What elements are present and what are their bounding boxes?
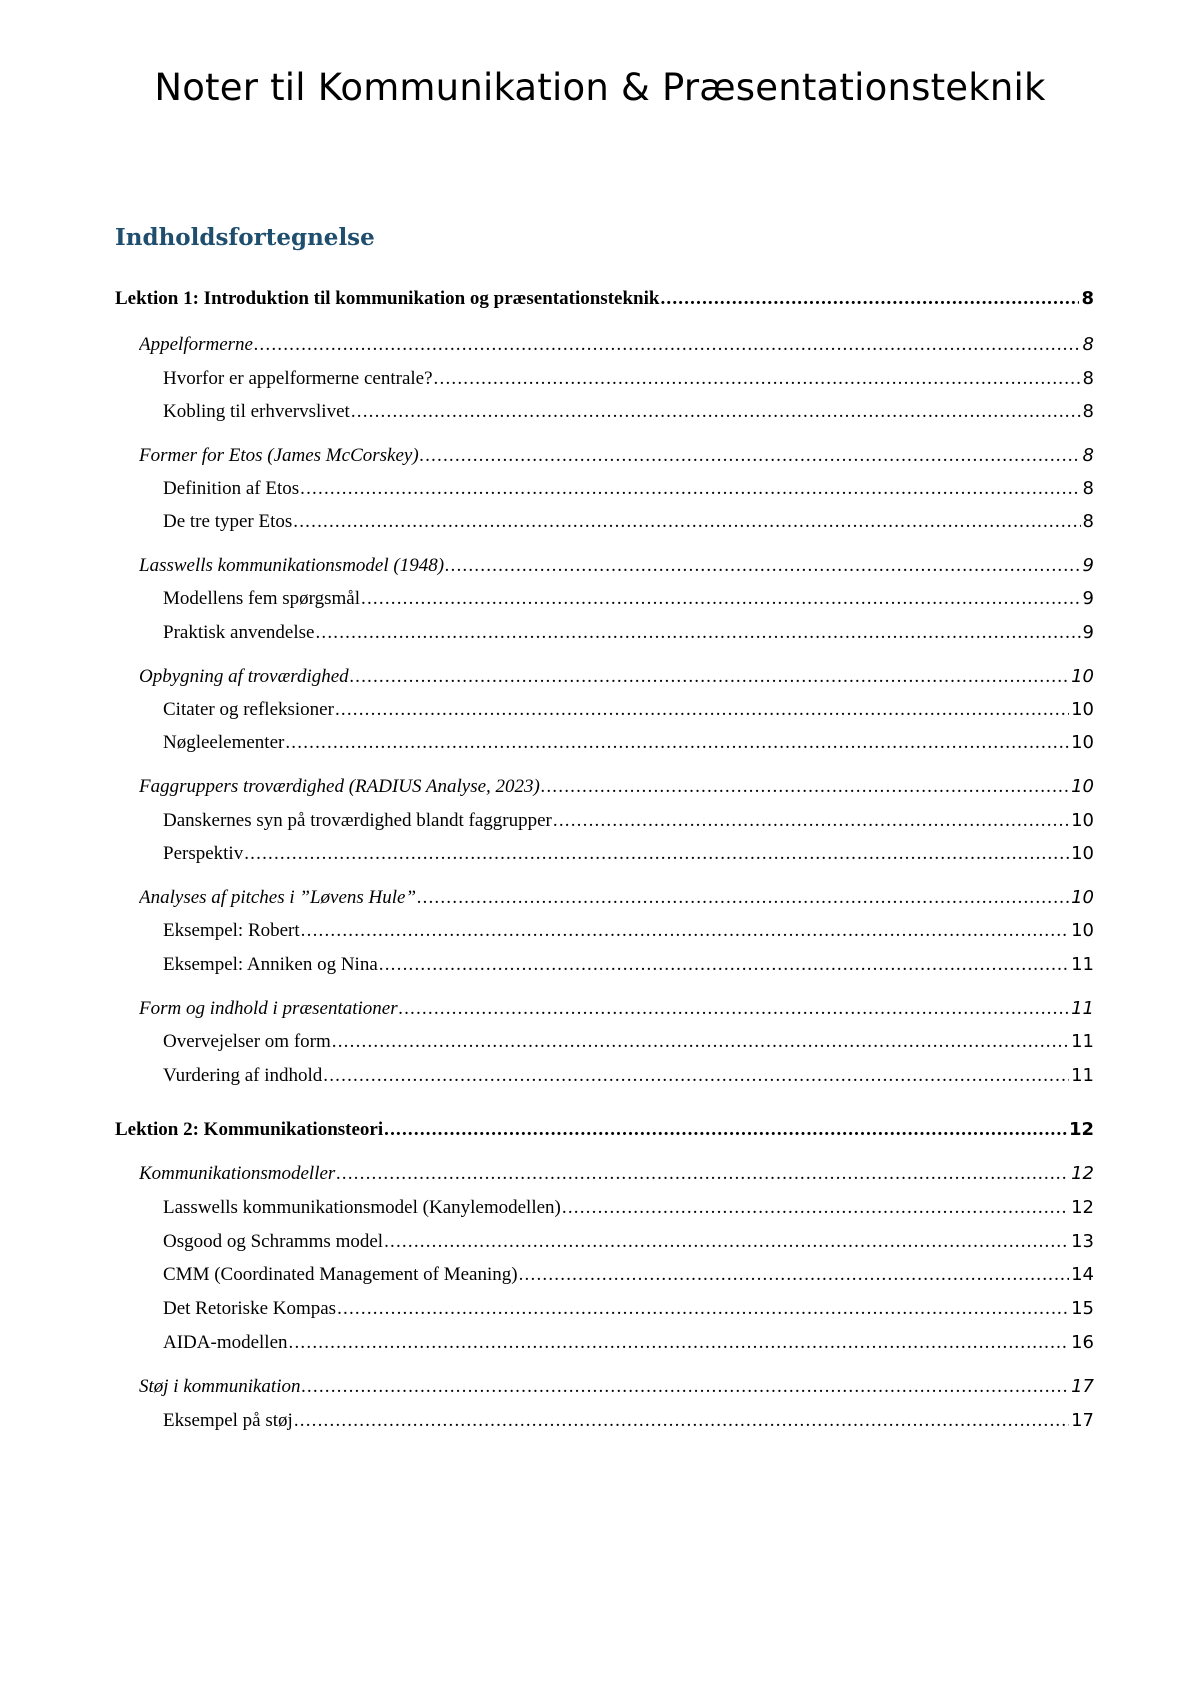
- toc-dot-leader: [289, 1332, 1070, 1354]
- toc-page-number: 15: [1071, 1298, 1094, 1319]
- toc-page-number: 12: [1071, 1163, 1094, 1184]
- toc-page-number: 11: [1071, 998, 1094, 1019]
- toc-page-number: 8: [1082, 445, 1094, 466]
- toc-page-number: 9: [1082, 555, 1094, 576]
- toc-page-number: 17: [1071, 1410, 1094, 1431]
- toc-entry-section[interactable]: [139, 1163, 1094, 1185]
- toc-entry-title: Lasswells kommunikationsmodel (Kanylemodellen): [163, 1197, 561, 1218]
- toc-entry-subsection[interactable]: [163, 1197, 1094, 1219]
- toc-dot-leader: [350, 666, 1069, 688]
- toc-dot-leader: [323, 1065, 1069, 1087]
- toc-dot-leader: [244, 843, 1069, 865]
- toc-dot-leader: [417, 887, 1069, 909]
- toc-entry-section[interactable]: [139, 776, 1094, 798]
- toc-entry-title: Praktisk anvendelse: [163, 622, 315, 643]
- toc-entry-subsection[interactable]: [163, 1410, 1094, 1432]
- toc-entry-title: Støj i kommunikation: [139, 1376, 301, 1397]
- toc-entry-title: De tre typer Etos: [163, 511, 293, 532]
- toc-page-number: 13: [1071, 1231, 1094, 1252]
- toc-entry-subsection[interactable]: [163, 1298, 1094, 1320]
- toc-entry-subsection[interactable]: [163, 478, 1094, 500]
- toc-entry-title: Osgood og Schramms model: [163, 1231, 384, 1252]
- toc-dot-leader: [254, 334, 1081, 356]
- toc-entry-section[interactable]: [139, 334, 1094, 356]
- toc-page-number: 8: [1082, 511, 1094, 532]
- toc-entry-title: Opbygning af troværdighed: [139, 666, 349, 687]
- toc-entry-subsection[interactable]: [163, 1031, 1094, 1053]
- toc-entry-title: Nøgleelementer: [163, 732, 285, 753]
- toc-dot-leader: [420, 445, 1081, 467]
- toc-dot-leader: [301, 1376, 1069, 1398]
- toc-page-number: 8: [1082, 368, 1094, 389]
- toc-dot-leader: [294, 1410, 1069, 1432]
- toc-entry-subsection[interactable]: [163, 732, 1094, 754]
- toc-dot-leader: [285, 732, 1069, 754]
- toc-page-number: 8: [1082, 401, 1094, 422]
- toc-page-number: 8: [1082, 334, 1094, 355]
- toc-page-number: 17: [1071, 1376, 1094, 1397]
- toc-dot-leader: [300, 478, 1080, 500]
- toc-entry-title: Kobling til erhvervslivet: [163, 401, 350, 422]
- toc-dot-leader: [434, 368, 1081, 390]
- toc-entry-subsection[interactable]: [163, 588, 1094, 610]
- toc-dot-leader: [541, 776, 1069, 798]
- toc-dot-leader: [553, 810, 1069, 832]
- toc-page-number: 10: [1071, 776, 1094, 797]
- toc-page-number: 8: [1082, 478, 1094, 499]
- toc-page-number: 10: [1071, 699, 1094, 720]
- toc-entry-subsection[interactable]: [163, 920, 1094, 942]
- toc-entry-subsection[interactable]: [163, 810, 1094, 832]
- toc-entry-section[interactable]: [139, 445, 1094, 467]
- toc-entry-title: AIDA-modellen: [163, 1332, 288, 1353]
- toc-entry-subsection[interactable]: [163, 622, 1094, 644]
- toc-entry-subsection[interactable]: [163, 1264, 1094, 1286]
- toc-dot-leader: [384, 1231, 1069, 1253]
- toc-page-number: 10: [1071, 666, 1094, 687]
- toc-entry-title: Analyses af pitches i ”Løvens Hule”: [139, 887, 417, 908]
- toc-entry-section[interactable]: [139, 666, 1094, 688]
- toc-entry-title: Kommunikationsmodeller: [139, 1163, 336, 1184]
- toc-dot-leader: [293, 511, 1080, 533]
- toc-page-number: 11: [1071, 954, 1094, 975]
- toc-dot-leader: [379, 954, 1069, 976]
- toc-entry-title: Overvejelser om form: [163, 1031, 331, 1052]
- toc-page-number: 16: [1071, 1332, 1094, 1353]
- toc-entry-title: Definition af Etos: [163, 478, 300, 499]
- toc-entry-subsection[interactable]: [163, 1065, 1094, 1087]
- toc-entry-subsection[interactable]: [163, 699, 1094, 721]
- toc-entry-title: Lektion 1: Introduktion til kommunikation og præsentationsteknik: [115, 288, 660, 309]
- toc-entry-title: Lasswells kommunikationsmodel (1948): [139, 555, 445, 576]
- toc-dot-leader: [332, 1031, 1069, 1053]
- document-title: Noter til Kommunikation & Præsentationsteknik: [154, 66, 1046, 109]
- toc-dot-leader: [519, 1264, 1070, 1286]
- toc-page-number: 9: [1082, 622, 1094, 643]
- toc-entry-subsection[interactable]: [163, 368, 1094, 390]
- toc-page-number: 10: [1071, 843, 1094, 864]
- toc-page-number: 10: [1071, 732, 1094, 753]
- toc-entry-title: Det Retoriske Kompas: [163, 1298, 337, 1319]
- toc-entry-subsection[interactable]: [163, 401, 1094, 423]
- toc-entry-chapter[interactable]: [115, 1119, 1094, 1141]
- toc-entry-section[interactable]: [139, 1376, 1094, 1398]
- toc-dot-leader: [384, 1119, 1067, 1141]
- toc-entry-title: Form og indhold i præsentationer: [139, 998, 398, 1019]
- toc-page-number: 10: [1071, 810, 1094, 831]
- toc-entry-title: Modellens fem spørgsmål: [163, 588, 361, 609]
- toc-entry-title: Eksempel: Robert: [163, 920, 300, 941]
- toc-entry-title: Appelformerne: [139, 334, 253, 355]
- toc-page-number: 9: [1082, 588, 1094, 609]
- toc-dot-leader: [335, 699, 1069, 721]
- toc-entry-subsection[interactable]: [163, 843, 1094, 865]
- toc-heading: Indholdsfortegnelse: [115, 224, 375, 251]
- toc-dot-leader: [351, 401, 1081, 423]
- toc-dot-leader: [660, 288, 1079, 310]
- toc-entry-title: Citater og refleksioner: [163, 699, 334, 720]
- toc-entry-subsection[interactable]: [163, 511, 1094, 533]
- toc-entry-title: Hvorfor er appelformerne centrale?: [163, 368, 433, 389]
- toc-page-number: 10: [1071, 887, 1094, 908]
- toc-page-number: 8: [1081, 288, 1094, 309]
- toc-dot-leader: [301, 920, 1069, 942]
- toc-entry-title: Eksempel på støj: [163, 1410, 293, 1431]
- toc-entry-title: Vurdering af indhold: [163, 1065, 323, 1086]
- toc-page-number: 11: [1071, 1031, 1094, 1052]
- toc-entry-title: Perspektiv: [163, 843, 244, 864]
- toc-dot-leader: [562, 1197, 1069, 1219]
- toc-entry-subsection[interactable]: [163, 1332, 1094, 1354]
- toc-dot-leader: [399, 998, 1069, 1020]
- toc-entry-title: Former for Etos (James McCorskey): [139, 445, 419, 466]
- toc-dot-leader: [445, 555, 1081, 577]
- toc-dot-leader: [361, 588, 1081, 610]
- toc-entry-section[interactable]: [139, 887, 1094, 909]
- toc-entry-title: Danskernes syn på troværdighed blandt faggrupper: [163, 810, 552, 831]
- toc-entry-title: Faggruppers troværdighed (RADIUS Analyse, 2023): [139, 776, 540, 797]
- toc-dot-leader: [336, 1163, 1069, 1185]
- toc-page-number: 12: [1071, 1197, 1094, 1218]
- toc-entry-section[interactable]: [139, 998, 1094, 1020]
- toc-dot-leader: [337, 1298, 1069, 1320]
- toc-dot-leader: [315, 622, 1080, 644]
- toc-page-number: 12: [1068, 1119, 1094, 1140]
- toc-entry-subsection[interactable]: [163, 1231, 1094, 1253]
- toc-entry-subsection[interactable]: [163, 954, 1094, 976]
- toc-page-number: 11: [1071, 1065, 1094, 1086]
- toc-entry-title: Lektion 2: Kommunikationsteori: [115, 1119, 384, 1140]
- toc-entry-title: Eksempel: Anniken og Nina: [163, 954, 378, 975]
- toc-entry-title: CMM (Coordinated Management of Meaning): [163, 1264, 518, 1285]
- toc-page-number: 10: [1071, 920, 1094, 941]
- toc-entry-section[interactable]: [139, 555, 1094, 577]
- toc-page-number: 14: [1071, 1264, 1094, 1285]
- toc-entry-chapter[interactable]: [115, 288, 1094, 310]
